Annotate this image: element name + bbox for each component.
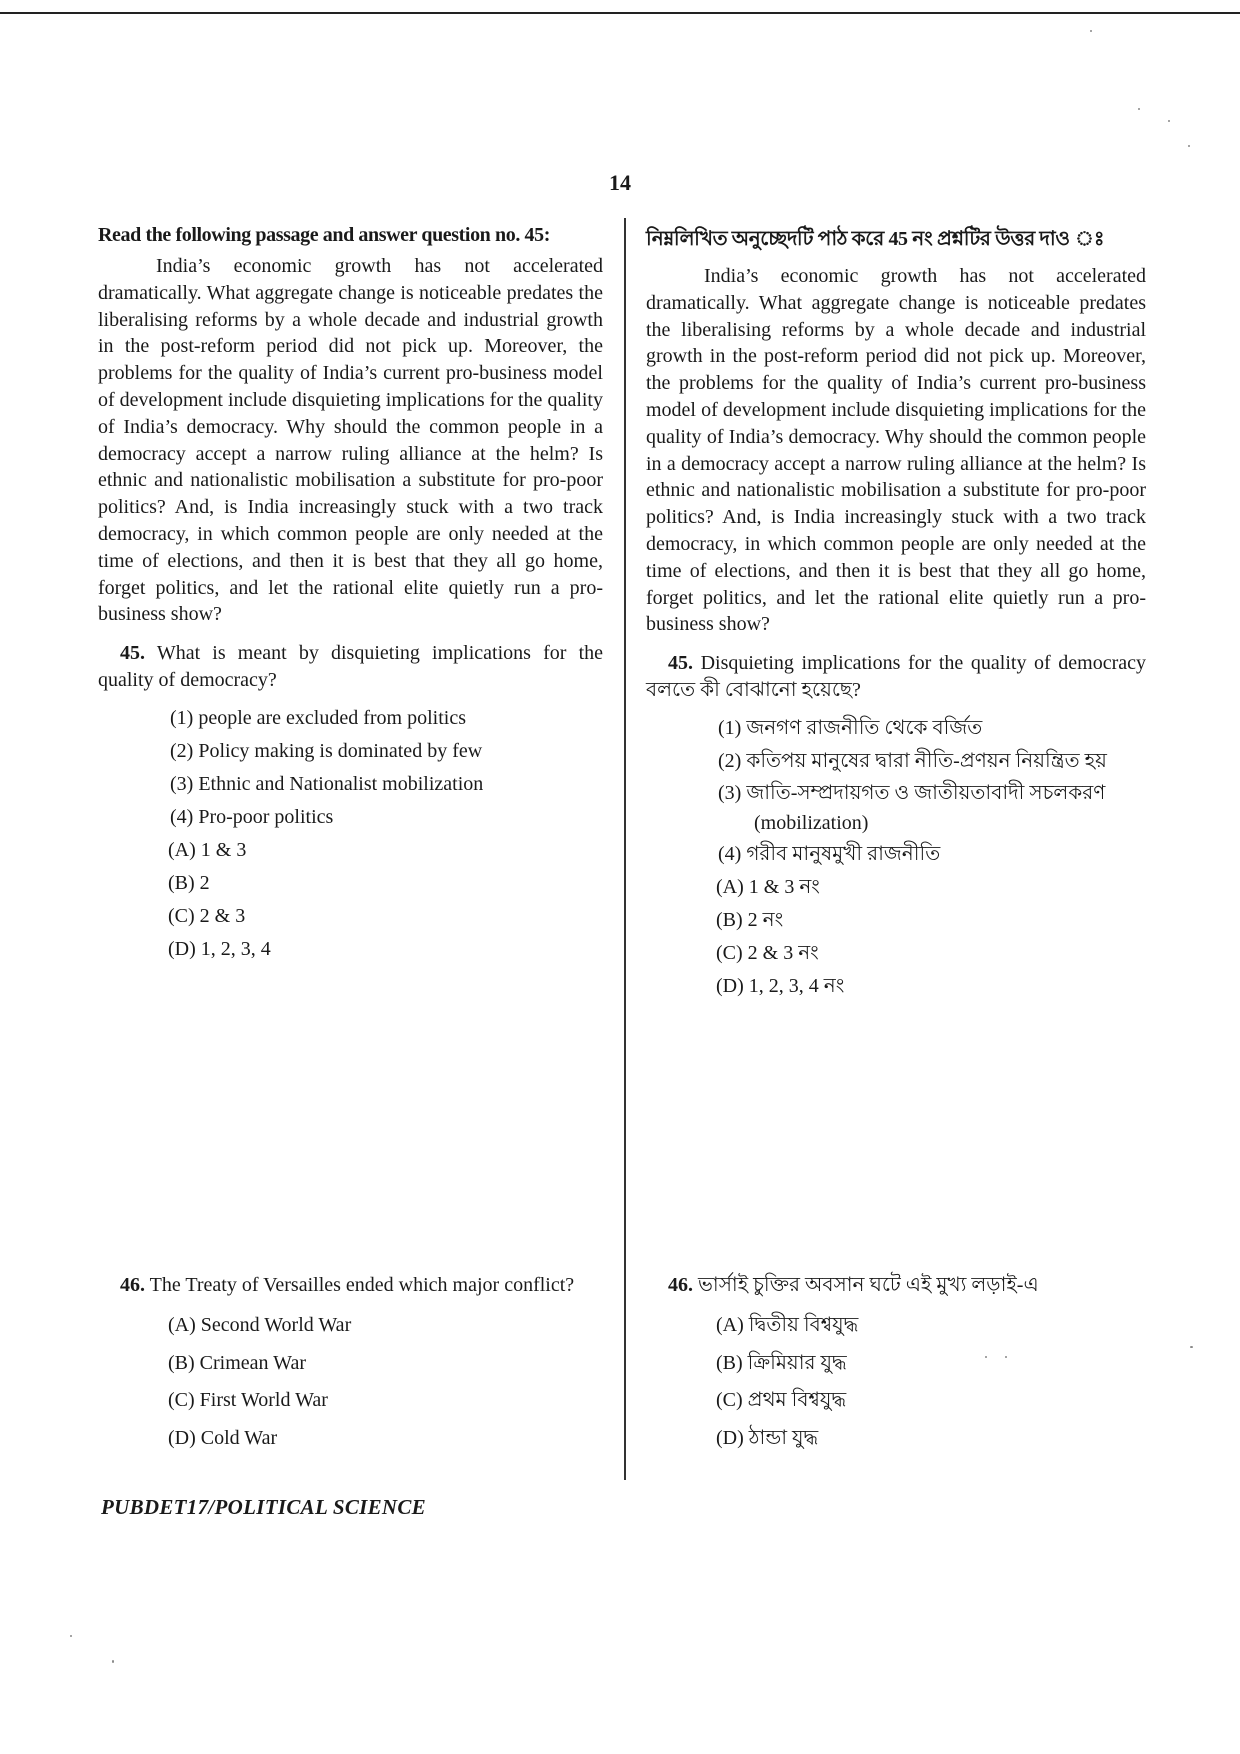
answer-choice: (D) 1, 2, 3, 4 নং xyxy=(716,975,845,998)
answer-choice: (B) ক্রিমিয়ার যুদ্ধ xyxy=(716,1351,847,1374)
answer-choices-bengali xyxy=(646,871,1146,1003)
bengali-column xyxy=(646,224,1146,1003)
answer-choice: (A) দ্বিতীয় বিশ্বযুদ্ধ xyxy=(716,1314,859,1336)
answer-choices-english xyxy=(98,834,603,966)
statement-item: (4) গরীব মানুষমুখী রাজনীতি xyxy=(718,843,941,866)
statement-item: (2) কতিপয় মানুষের দ্বারা নীতি-প্রণয়ন নিয়ন্ত্রিত হয় xyxy=(718,750,1107,773)
english-column xyxy=(98,224,603,966)
scan-speck xyxy=(1190,1346,1193,1348)
answer-choice: (A) Second World War xyxy=(168,1314,352,1336)
statement-item: (2) Policy making is dominated by few xyxy=(170,740,483,763)
passage-instruction-bengali: নিম্নলিখিত অনুচ্ছেদটি পাঠ করে 45 নং প্রশ্নটির উত্তর দাও ঃ xyxy=(646,228,1105,250)
answer-choice: (A) 1 & 3 xyxy=(168,839,247,862)
answer-choice: (B) 2 xyxy=(168,872,210,895)
passage-text-bengali-column: India’s economic growth has not accelerated dramatically. What aggregate change is noticeable predates the liberalising reforms by a whole decade and industrial growth in the post-reform period did not pick up. Moreover, the problems for the quality of India’s current pro-business model of development include disquieting implications for the quality of India’s democracy. Why should the common people in a democracy accept a narrow ruling alliance at the helm? Is ethnic and nationalistic mobilisation a substitute for pro-poor politics? And, is India increasingly stuck with a two track democracy, in which common people are only needed at the time of elections, and then it is best that they all go home, forget politics, and let the rational elite quietly run a pro-business show? xyxy=(646,265,1146,636)
question-number: 45. xyxy=(668,652,693,675)
answer-choice: (C) First World War xyxy=(168,1389,328,1411)
top-rule xyxy=(0,12,1240,14)
answer-choices-english xyxy=(98,1307,603,1457)
scan-speck xyxy=(1138,108,1140,110)
answer-choice: (D) 1, 2, 3, 4 xyxy=(168,938,271,961)
question-number: 46. xyxy=(668,1274,693,1296)
question-number: 46. xyxy=(120,1274,145,1296)
question-46-bengali-block xyxy=(646,1260,1146,1457)
answer-choices-bengali xyxy=(646,1307,1146,1457)
statement-item: (1) people are excluded from politics xyxy=(170,707,466,730)
question-number: 45. xyxy=(120,642,145,665)
statement-item: (3) Ethnic and Nationalist mobilization xyxy=(170,773,484,796)
scan-speck xyxy=(1188,145,1190,147)
question-stem: The Treaty of Versailles ended which major conflict? xyxy=(149,1274,575,1296)
question-stem: ভার্সাই চুক্তির অবসান ঘটে এই মুখ্য লড়াই-এ xyxy=(698,1274,1039,1296)
question-stem: Disquieting implications for the quality of democracy বলতে কী বোঝানো হয়েছে? xyxy=(646,652,1146,702)
answer-choice: (D) Cold War xyxy=(168,1426,278,1449)
scan-speck xyxy=(985,1356,987,1358)
answer-choice: (C) 2 & 3 xyxy=(168,905,246,928)
footer-paper-code: PUBDET17/POLITICAL SCIENCE xyxy=(101,1495,426,1519)
answer-choice: (B) 2 নং xyxy=(716,909,784,932)
statement-list-bengali xyxy=(646,712,1146,871)
scan-speck xyxy=(1168,120,1170,122)
question-46-english xyxy=(98,1272,603,1299)
statement-item: (3) জাতি-সম্প্রদায়গত ও জাতীয়তাবাদী সচলকরণ (mobilization) xyxy=(718,782,1106,835)
statement-list-english xyxy=(98,702,603,834)
scan-speck xyxy=(1005,1356,1007,1358)
statement-item: (1) জনগণ রাজনীতি থেকে বর্জিত xyxy=(718,717,983,740)
question-45-bengali xyxy=(646,650,1146,704)
scan-speck xyxy=(112,1660,114,1663)
answer-choice: (C) 2 & 3 নং xyxy=(716,942,819,965)
question-46-english-block xyxy=(98,1260,603,1457)
column-divider xyxy=(624,218,626,1480)
answer-choice: (B) Crimean War xyxy=(168,1351,306,1374)
question-stem: What is meant by disquieting implications for the quality of democracy? xyxy=(98,642,603,692)
passage-instruction-english: Read the following passage and answer question no. 45: xyxy=(98,224,550,246)
question-46-bengali xyxy=(646,1272,1146,1299)
answer-choice: (D) ঠান্ডা যুদ্ধ xyxy=(716,1426,819,1449)
answer-choice: (A) 1 & 3 নং xyxy=(716,876,820,899)
answer-choice: (C) প্রথম বিশ্বযুদ্ধ xyxy=(716,1389,847,1411)
scan-speck xyxy=(1090,30,1092,32)
question-45-english xyxy=(98,640,603,694)
passage-text-english: India’s economic growth has not accelerated dramatically. What aggregate change is noticeable predates the liberalising reforms by a whole decade and industrial growth in the post-reform period did not pick up. Moreover, the problems for the quality of India’s current pro-business model of development include disquieting implications for the quality of India’s democracy. Why should the common people in a democracy accept a narrow ruling alliance at the helm? Is ethnic and nationalistic mobilisation a substitute for pro-poor politics? And, is India increasingly stuck with a two track democracy, in which common people are only needed at the time of elections, and then it is best that they all go home, forget politics, and let the rational elite quietly run a pro-business show? xyxy=(98,255,603,626)
scan-speck xyxy=(70,1635,72,1637)
page-number: 14 xyxy=(609,170,631,195)
statement-item: (4) Pro-poor politics xyxy=(170,806,334,829)
